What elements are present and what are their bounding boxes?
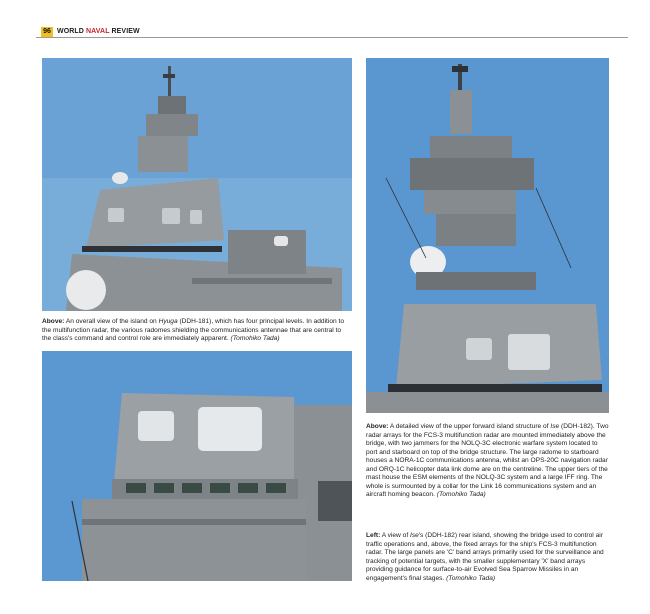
header-rule [36,37,628,38]
caption-credit: (Tomohiko Tada) [446,574,496,582]
magazine-title-review: REVIEW [111,28,140,35]
caption-photo-ise-forward [366,423,609,500]
caption-credit: (Tomohiko Tada) [230,335,280,342]
caption-lead: Above: [366,423,389,430]
magazine-title [57,27,140,37]
magazine-title-naval: NAVAL [86,28,110,35]
caption-lead: Above: [42,318,65,325]
caption-photo-ise-rear [366,532,609,583]
caption-ship-name: Hyuga [158,318,178,325]
caption-photo-hyuga [42,318,352,344]
caption-credit: (Tomohiko Tada) [436,491,486,498]
caption-lead: Left: [366,532,381,539]
caption-text: 's (DDH-182) rear island, showing the bridge used to control air traffic operations and, above, the fixed arrays for the ship's FCS-3 multifunction radar. The large panels are 'C' band arrays primarily used for the surveillance and tracking of potential targets, with the smaller supplementary 'X' band arrays providing guidance for surface-to-air Evolved Sea Sparrow Missiles in an engagement's final stages. [366,532,604,582]
magazine-title-world: WORLD [57,28,84,35]
page-number: 96 [41,27,53,37]
caption-text: A detailed view of the upper forward island structure of [388,423,551,430]
caption-ship-name: Ise [550,423,560,430]
caption-text: (DDH-182). Two radar arrays for the FCS-3 multifunction radar are mounted immediately above the bridge, with two jammers for the NOLQ-3C electronic warfare system located to port and starboard on top of the bridge structure. The large radome to starboard houses a NORA-1C communications antenna, whilst an OPS-20C navigation radar and ORQ-1C helicopter data link dome are on the centreline. The upper tiers of the mast house the ESM elements of the NOLQ-3C system and a large IFF ring. The whole is surmounted by a collar for the Link 16 communications system and an aircraft homing beacon. [366,423,609,498]
photo-hyuga-island [42,58,352,311]
photo-ise-rear-island [42,351,352,581]
caption-ship-name: Ise [409,532,419,539]
caption-text: (DDH-181), which has four principal levels. In addition to the multifunction radar, the various radomes shielding the communications antennae that are central to the class's command and control role are immediately apparent. [42,318,345,342]
photo-ise-forward-island [366,58,609,413]
caption-text: A view of [380,532,410,539]
caption-text: An overall view of the island on [64,318,159,325]
